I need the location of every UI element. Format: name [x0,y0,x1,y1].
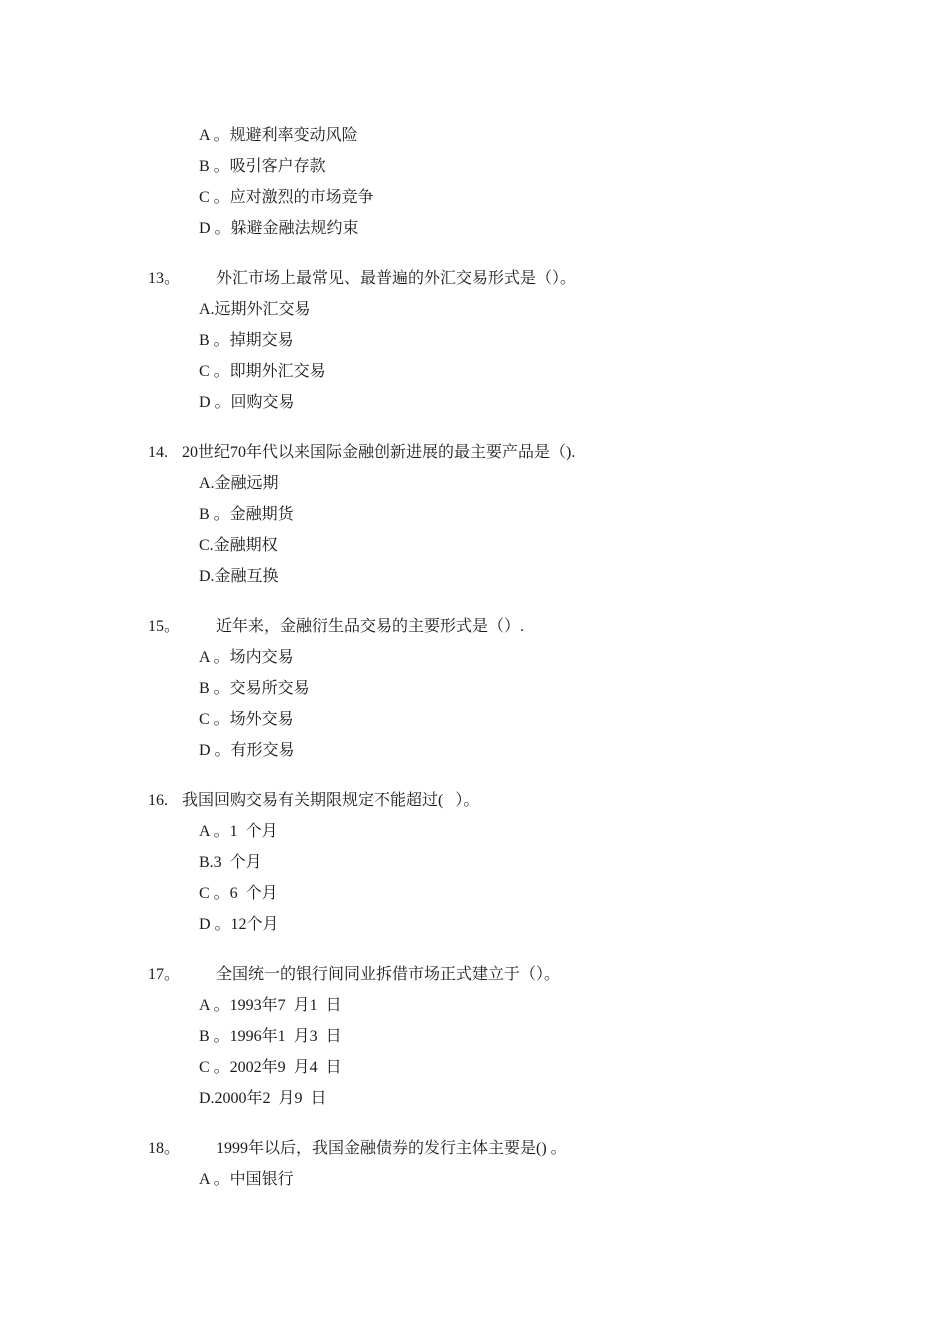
option-17-a: A 。1993年7 月1 日 [199,997,342,1014]
question-16-number: 16. [148,792,168,809]
option-14-b: B 。金融期货 [199,506,294,523]
option-14-a: A.金融远期 [199,475,279,492]
question-16-text: 我国回购交易有关期限规定不能超过( ）。 [182,792,480,809]
question-15-text: 近年来，金融衍生品交易的主要形式是（）. [216,618,525,635]
option-12-a: A 。规避利率变动风险 [199,127,358,144]
option-12-c: C 。应对激烈的市场竞争 [199,189,374,206]
option-17-c: C 。2002年9 月4 日 [199,1059,342,1076]
option-15-d: D 。有形交易 [199,742,295,759]
option-15-b: B 。交易所交易 [199,680,310,697]
option-13-c: C 。即期外汇交易 [199,363,326,380]
question-17-text: 全国统一的银行间同业拆借市场正式建立于（）。 [216,966,561,983]
option-15-c: C 。场外交易 [199,711,294,728]
question-13-text: 外汇市场上最常见、最普遍的外汇交易形式是（）。 [216,270,577,287]
question-14-text: 20世纪70年代以来国际金融创新进展的最主要产品是（). [182,444,576,461]
question-15-number: 15。 [148,618,181,635]
option-16-c: C 。6 个月 [199,885,278,902]
question-13-number: 13。 [148,270,181,287]
option-12-b: B 。吸引客户存款 [199,158,326,175]
option-13-a: A.远期外汇交易 [199,301,311,318]
option-16-b: B.3 个月 [199,854,262,871]
option-15-a: A 。场内交易 [199,649,294,666]
option-18-a: A 。中国银行 [199,1171,294,1188]
question-17-number: 17。 [148,966,181,983]
option-14-d: D.金融互换 [199,568,279,585]
option-16-a: A 。1 个月 [199,823,278,840]
option-14-c: C.金融期权 [199,537,278,554]
option-12-d: D 。躲避金融法规约束 [199,220,359,237]
option-13-b: B 。掉期交易 [199,332,294,349]
option-13-d: D 。回购交易 [199,394,295,411]
option-17-b: B 。1996年1 月3 日 [199,1028,342,1045]
question-18-number: 18。 [148,1140,181,1157]
option-16-d: D 。12个月 [199,916,279,933]
question-18-text: 1999年以后，我国金融债券的发行主体主要是() 。 [216,1140,567,1157]
option-17-d: D.2000年2 月9 日 [199,1090,327,1107]
question-14-number: 14. [148,444,168,461]
